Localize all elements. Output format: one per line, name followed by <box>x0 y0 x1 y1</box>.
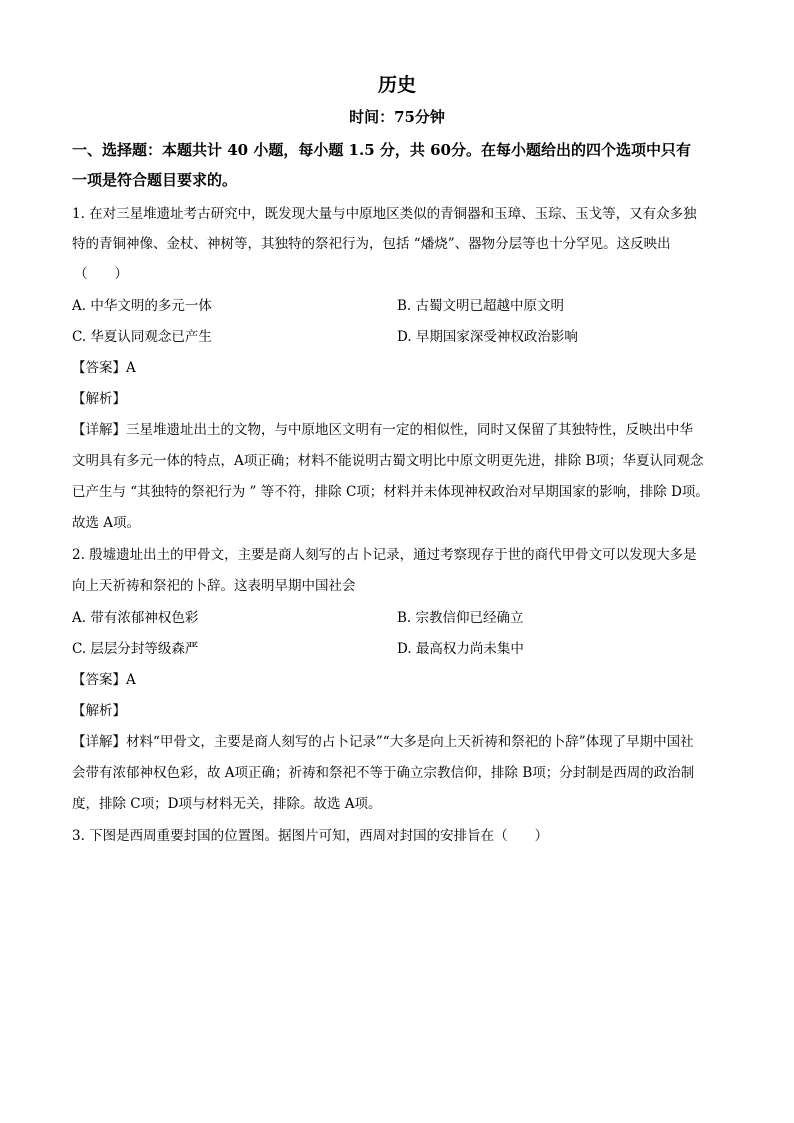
page-title: 历史 <box>377 74 416 96</box>
q2-stem-line1: 2. 殷墟遗址出土的甲骨文，主要是商人刻写的占卜记录，通过考察现存于世的商代甲骨文可以发现大多是 <box>72 547 697 563</box>
q1-detail-line3: 已产生与 “其独特的祭祀行为 ” 等不符，排除 C项；材料并未体现神权政治对早期国家的影响，排除 D项。 <box>72 484 709 500</box>
q3-stem-line1: 3. 下图是西周重要封国的位置图。据图片可知，西周对封国的安排旨在（ ） <box>72 828 549 844</box>
section-heading-line1: 一、选择题：本题共计 40 小题，每小题 1.5 分，共 60分。在每小题给出的四个选项中只有 <box>72 141 691 159</box>
q1-answer: 【答案】A <box>72 360 136 376</box>
exam-time: 时间：75分钟 <box>349 108 445 126</box>
q1-detail-line2: 文明具有多元一体的特点，A项正确；材料不能说明古蜀文明比中原文明更先进，排除 B项；华夏认同观念 <box>72 453 704 469</box>
q2-detail-line2: 会带有浓郁神权色彩，故 A项正确；祈祷和祭祀不等于确立宗教信仰，排除 B项；分封制是西周的政治制 <box>72 765 695 781</box>
section-heading-line2: 一项是符合题目要求的。 <box>72 171 238 189</box>
q1-detail-line4: 故选 A项。 <box>72 515 141 531</box>
q1-option-a: A. 中华文明的多元一体 <box>72 298 212 314</box>
q1-detail-line1: 【详解】三星堆遗址出土的文物，与中原地区文明有一定的相似性，同时又保留了其独特性，反映出中华 <box>72 422 693 438</box>
q2-stem-line2: 向上天祈祷和祭祀的卜辞。这表明早期中国社会 <box>72 578 356 594</box>
q1-analysis-label: 【解析】 <box>72 391 126 407</box>
q1-option-b: B. 古蜀文明已超越中原文明 <box>397 298 565 314</box>
q1-stem-line3: （ ） <box>74 266 128 282</box>
q2-detail-line1: 【详解】材料“甲骨文，主要是商人刻写的占卜记录”“大多是向上天祈祷和祭祀的卜辞”体现了早期中国社 <box>72 734 694 750</box>
q2-option-a: A. 带有浓郁神权色彩 <box>72 610 199 626</box>
q2-detail-line3: 度，排除 C项；D项与材料无关，排除。故选 A项。 <box>72 796 382 812</box>
q1-stem-line2: 特的青铜神像、金杖、神树等，其独特的祭祀行为，包括 “燔烧”、器物分层等也十分罕见。这反映出 <box>72 236 671 252</box>
q2-option-b: B. 宗教信仰已经确立 <box>397 610 524 626</box>
q2-option-d: D. 最高权力尚未集中 <box>397 641 524 657</box>
q2-analysis-label: 【解析】 <box>72 703 126 719</box>
q1-stem-line1: 1. 在对三星堆遗址考古研究中，既发现大量与中原地区类似的青铜器和玉璋、玉琮、玉戈等，又有众多独 <box>72 206 697 222</box>
q2-option-c: C. 层层分封等级森严 <box>72 641 199 657</box>
q2-answer: 【答案】A <box>72 672 136 688</box>
q1-option-d: D. 早期国家深受神权政治影响 <box>397 329 578 345</box>
q1-option-c: C. 华夏认同观念已产生 <box>72 329 212 345</box>
